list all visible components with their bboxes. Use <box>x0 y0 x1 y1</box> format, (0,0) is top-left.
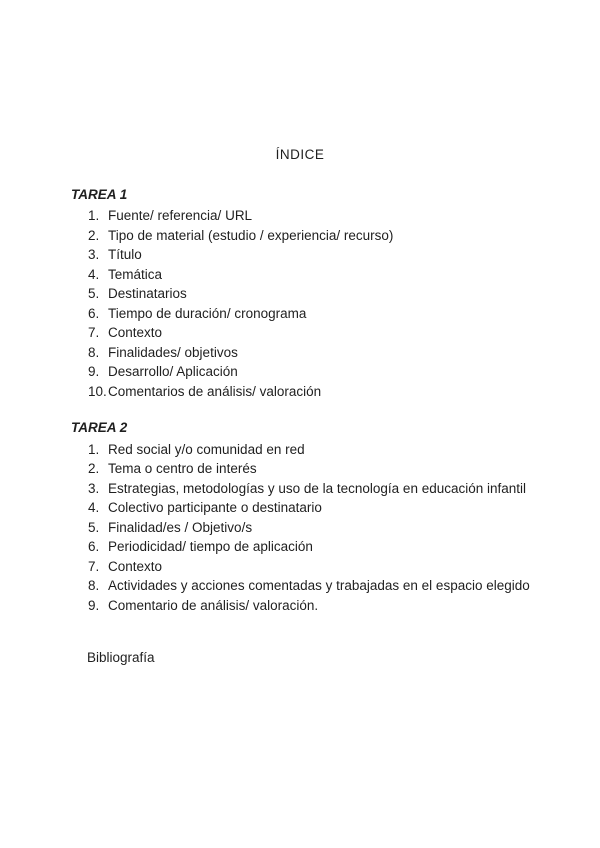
item-text: Tema o centro de interés <box>108 461 257 476</box>
item-number: 8. <box>88 344 100 360</box>
item-text: Título <box>108 247 142 262</box>
item-number: 3. <box>88 247 100 262</box>
page-title: ÍNDICE <box>275 147 325 162</box>
item-text: Contexto <box>108 325 163 340</box>
item-number: 2. <box>88 227 100 243</box>
item-number: 10. <box>88 383 107 399</box>
section-heading-tarea-2: TAREA 2 <box>71 420 128 435</box>
item-number: 4. <box>88 266 100 282</box>
item-number: 1. <box>88 208 100 223</box>
item-text: Estrategias, metodologías y uso de la tecnología en educación infantil <box>108 480 527 496</box>
item-number: 5. <box>88 519 100 535</box>
item-text: Finalidad/es / Objetivo/s <box>108 519 253 535</box>
tarea-1-list <box>0 206 600 401</box>
list-item <box>88 537 600 557</box>
list-item <box>88 245 600 265</box>
item-text: Destinatarios <box>108 286 187 301</box>
item-number: 1. <box>88 441 100 457</box>
list-item <box>88 498 600 518</box>
list-item <box>88 323 600 343</box>
item-text: Temática <box>108 266 163 282</box>
list-item <box>88 304 600 324</box>
list-item <box>88 479 600 499</box>
item-text: Actividades y acciones comentadas y trabajadas en el espacio elegido <box>108 578 530 593</box>
item-text: Periodicidad/ tiempo de aplicación <box>108 539 313 554</box>
list-item <box>88 459 600 479</box>
item-text: Tipo de material (estudio / experiencia/ recurso) <box>108 227 394 243</box>
item-text: Desarrollo/ Aplicación <box>108 364 238 379</box>
bibliography-label: Bibliografía <box>87 650 155 665</box>
item-number: 5. <box>88 286 100 301</box>
item-number: 4. <box>88 500 100 515</box>
item-text: Contexto <box>108 558 163 574</box>
list-item <box>88 265 600 285</box>
list-item <box>88 596 600 616</box>
list-item <box>88 518 600 538</box>
item-text: Fuente/ referencia/ URL <box>108 208 253 223</box>
list-item <box>88 557 600 577</box>
list-item <box>88 206 600 226</box>
list-item <box>88 382 600 402</box>
item-text: Red social y/o comunidad en red <box>108 441 305 457</box>
item-number: 3. <box>88 480 100 496</box>
item-number: 2. <box>88 461 100 476</box>
item-number: 9. <box>88 364 100 379</box>
item-number: 7. <box>88 325 100 340</box>
section-heading-tarea-1: TAREA 1 <box>71 186 128 202</box>
item-text: Finalidades/ objetivos <box>108 344 238 360</box>
item-number: 9. <box>88 597 100 613</box>
list-item <box>88 440 600 460</box>
list-item <box>88 226 600 246</box>
tarea-2-list <box>0 440 600 616</box>
list-item <box>88 576 600 596</box>
item-number: 6. <box>88 539 100 554</box>
list-item <box>88 343 600 363</box>
item-number: 8. <box>88 578 100 593</box>
item-text: Tiempo de duración/ cronograma <box>108 305 307 321</box>
item-number: 6. <box>88 305 100 321</box>
item-number: 7. <box>88 558 100 574</box>
list-item <box>88 362 600 382</box>
item-text: Comentarios de análisis/ valoración <box>108 383 322 399</box>
list-item <box>88 284 600 304</box>
item-text: Colectivo participante o destinatario <box>108 500 322 515</box>
item-text: Comentario de análisis/ valoración. <box>108 597 319 613</box>
